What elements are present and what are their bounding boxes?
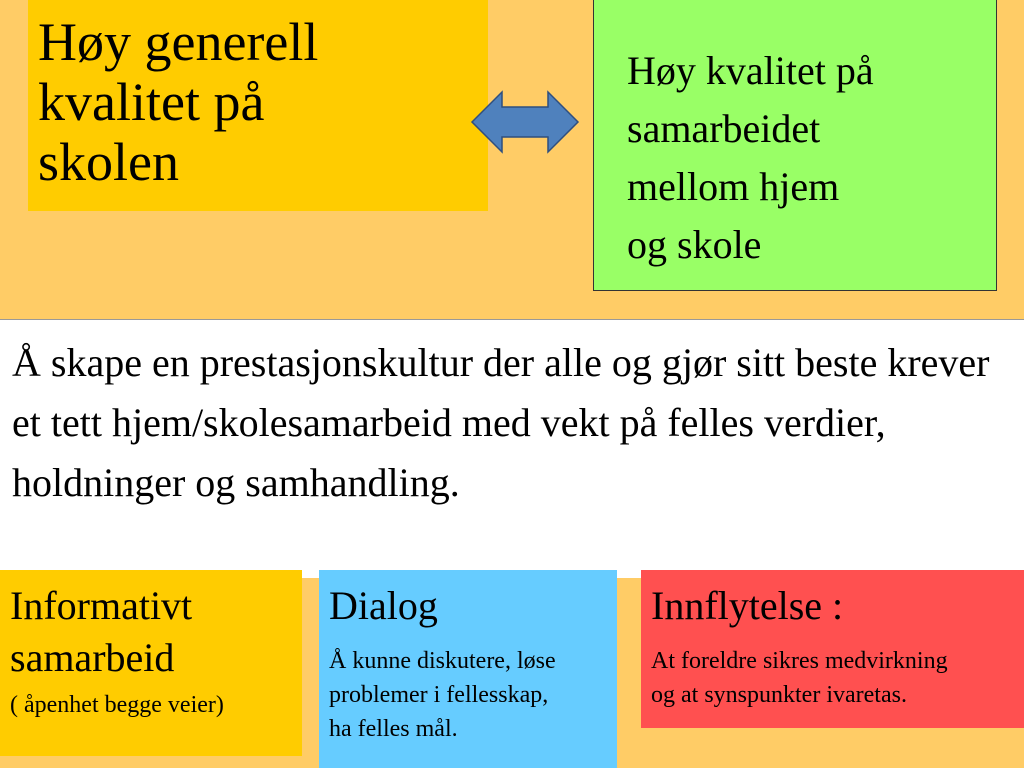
double-headed-arrow-icon xyxy=(470,90,580,154)
card-innflytelse-text: At foreldre sikres medvirkning og at synspunkter ivaretas. xyxy=(651,648,948,708)
card-informativt-title: Informativt samarbeid xyxy=(10,583,193,680)
card-innflytelse xyxy=(641,570,1024,728)
card-dialog-text: Å kunne diskutere, løse problemer i fellesskap, ha felles mål. xyxy=(329,648,556,742)
card-dialog xyxy=(319,570,617,768)
card-informativt xyxy=(0,570,302,756)
card-dialog-title: Dialog xyxy=(329,583,438,628)
school-quality-heading: Høy generell kvalitet på skolen xyxy=(38,12,319,192)
card-informativt-text: ( åpenhet begge veier) xyxy=(10,692,224,718)
main-statement: Å skape en prestasjonskultur der alle og gjør sitt beste krever et tett hjem/skolesamarbeid med vekt på felles verdier, holdninger og samhandling. xyxy=(12,340,990,505)
card-innflytelse-title: Innflytelse : xyxy=(651,583,844,628)
cooperation-quality-heading: Høy kvalitet på samarbeidet mellom hjem og skole xyxy=(627,48,874,267)
